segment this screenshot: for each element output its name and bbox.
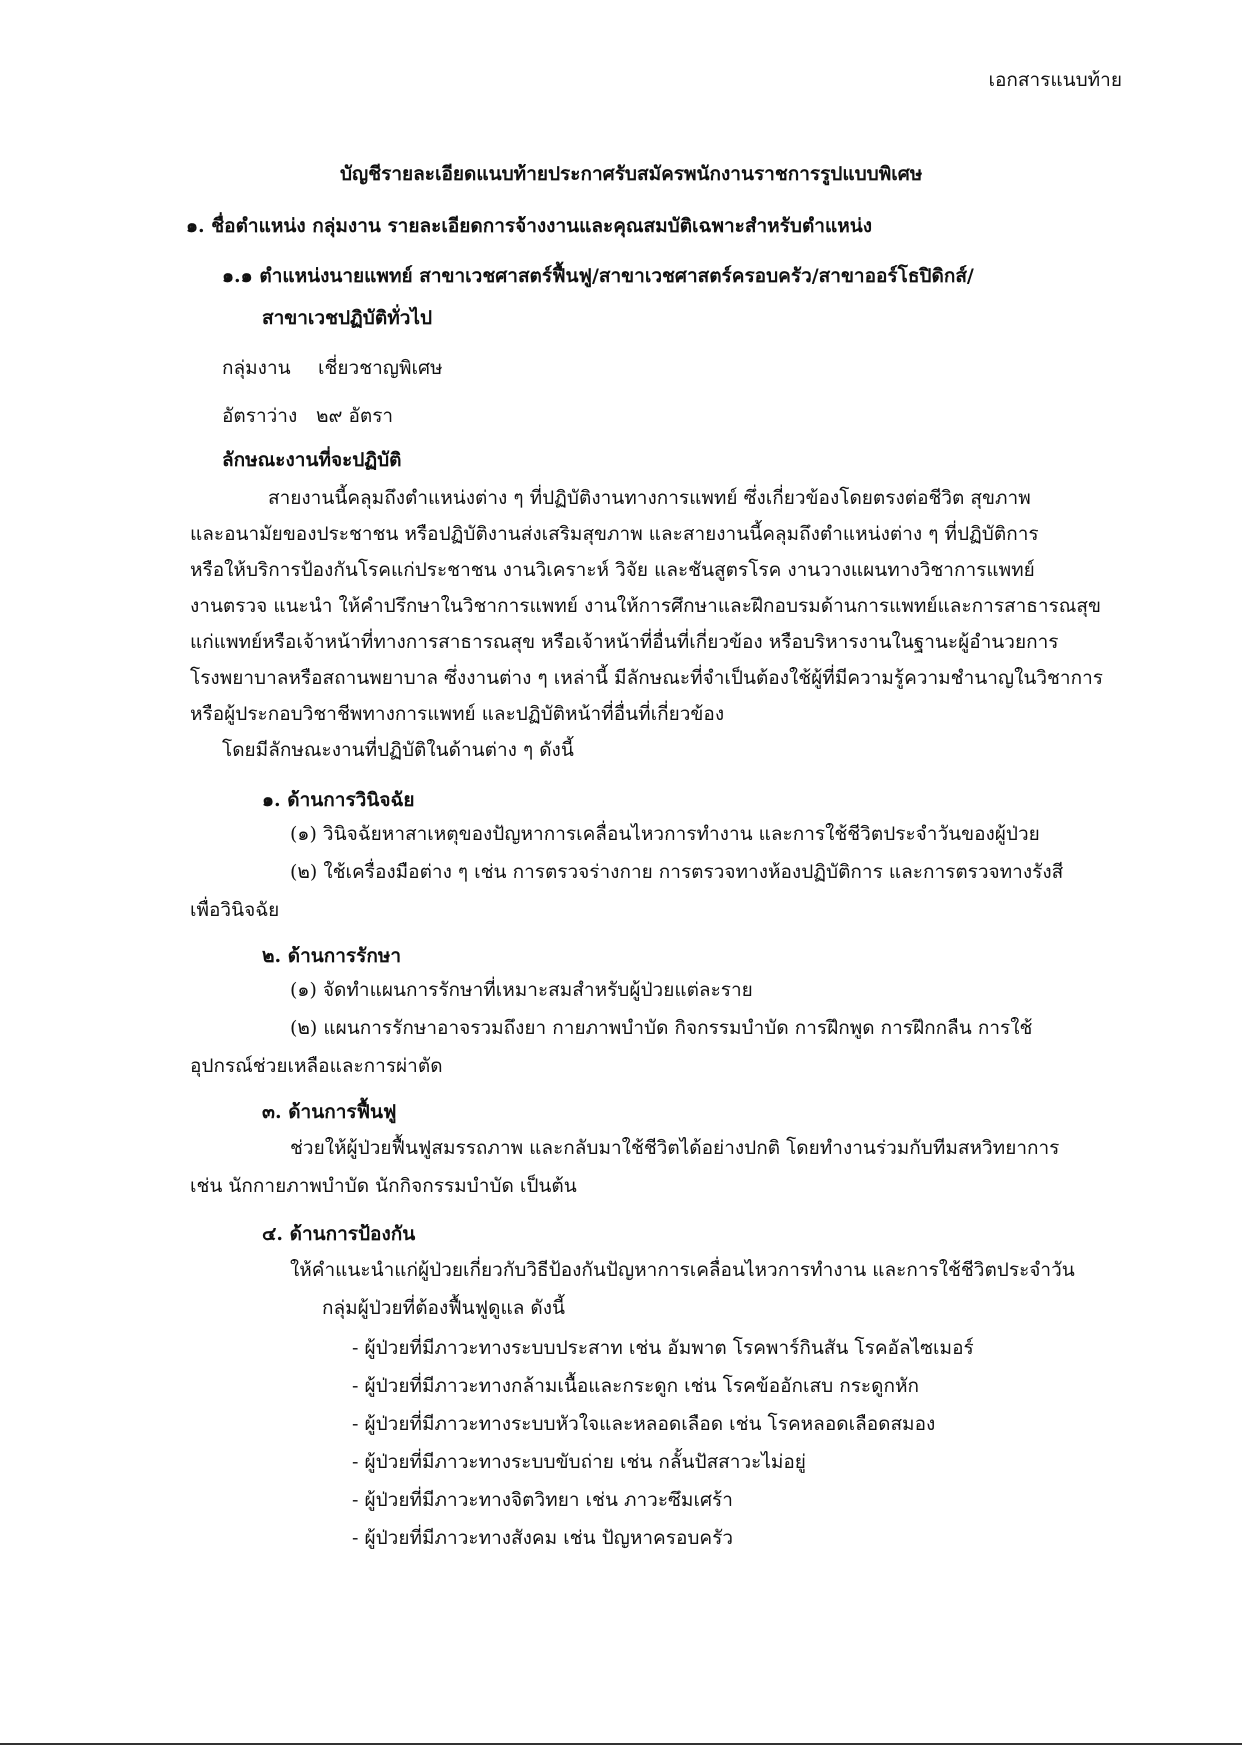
nature-paragraph-line: หรือผู้ประกอบวิชาชีพทางการแพทย์ และปฏิบัติหน้าที่อื่นที่เกี่ยวข้อง [190, 703, 725, 725]
diagnosis-item-2: (๒) ใช้เครื่องมือต่าง ๆ เช่น การตรวจร่างกาย การตรวจทางห้องปฏิบัติการ และการตรวจทางรังสี [290, 861, 1064, 883]
doc-title: บัญชีรายละเอียดแนบท้ายประกาศรับสมัครพนักงานราชการรูปแบบพิเศษ [340, 163, 923, 185]
patient-group-item: - ผู้ป่วยที่มีภาวะทางจิตวิทยา เช่น ภาวะซึมเศร้า [352, 1489, 733, 1511]
nature-intro: โดยมีลักษณะงานที่ปฏิบัติในด้านต่าง ๆ ดังนี้ [222, 739, 574, 761]
diagnosis-item-2-cont: เพื่อวินิจฉัย [190, 899, 280, 921]
nature-paragraph-line: และอนามัยของประชาชน หรือปฏิบัติงานส่งเสริมสุขภาพ และสายงานนี้คลุมถึงตำแหน่งต่าง ๆ ที่ปฏิบัติการ [190, 523, 1039, 545]
patient-group-item: - ผู้ป่วยที่มีภาวะทางกล้ามเนื้อและกระดูก เช่น โรคข้ออักเสบ กระดูกหัก [352, 1375, 919, 1397]
nature-paragraph-line: โรงพยาบาลหรือสถานพยาบาล ซึ่งงานต่าง ๆ เหล่านี้ มีลักษณะที่จำเป็นต้องใช้ผู้ที่มีความรู้ความชำนาญในวิชาการ [190, 667, 1103, 689]
vacancy-label: อัตราว่าง [222, 405, 298, 427]
diagnosis-heading: ๑. ด้านการวินิจฉัย [262, 789, 415, 811]
position-title-line1: ๑.๑ ตำแหน่งนายแพทย์ สาขาเวชศาสตร์ฟื้นฟู/สาขาเวชศาสตร์ครอบครัว/สาขาออร์โธปิดิกส์/ [222, 265, 974, 287]
section-heading: ๑. ชื่อตำแหน่ง กลุ่มงาน รายละเอียดการจ้างงานและคุณสมบัติเฉพาะสำหรับตำแหน่ง [186, 215, 872, 237]
treatment-item-2: (๒) แผนการรักษาอาจรวมถึงยา กายภาพบำบัด กิจกรรมบำบัด การฝึกพูด การฝึกกลืน การใช้ [290, 1017, 1033, 1039]
attachment-label: เอกสารแนบท้าย [988, 69, 1122, 91]
prevention-line-1: ให้คำแนะนำแก่ผู้ป่วยเกี่ยวกับวิธีป้องกันปัญหาการเคลื่อนไหวการทำงาน และการใช้ชีวิตประจำวัน [290, 1259, 1075, 1281]
vacancy-value: ๒๙ อัตรา [316, 405, 394, 427]
patient-group-item: - ผู้ป่วยที่มีภาวะทางระบบประสาท เช่น อัมพาต โรคพาร์กินสัน โรคอัลไซเมอร์ [352, 1337, 974, 1359]
position-title-line2: สาขาเวชปฏิบัติทั่วไป [262, 307, 433, 329]
rehab-line-1: ช่วยให้ผู้ป่วยฟื้นฟูสมรรถภาพ และกลับมาใช้ชีวิตได้อย่างปกติ โดยทำงานร่วมกับทีมสหวิทยาการ [290, 1137, 1060, 1159]
diagnosis-item-1: (๑) วินิจฉัยหาสาเหตุของปัญหาการเคลื่อนไหวการทำงาน และการใช้ชีวิตประจำวันของผู้ป่วย [290, 823, 1040, 845]
prevention-heading: ๔. ด้านการป้องกัน [262, 1223, 416, 1245]
rehab-line-2: เช่น นักกายภาพบำบัด นักกิจกรรมบำบัด เป็นต้น [190, 1175, 577, 1197]
group-value: เชี่ยวชาญพิเศษ [318, 357, 443, 379]
patient-group-item: - ผู้ป่วยที่มีภาวะทางสังคม เช่น ปัญหาครอบครัว [352, 1527, 734, 1549]
patient-group-item: - ผู้ป่วยที่มีภาวะทางระบบขับถ่าย เช่น กลั้นปัสสาวะไม่อยู่ [352, 1451, 806, 1473]
nature-heading: ลักษณะงานที่จะปฏิบัติ [222, 449, 402, 471]
nature-paragraph-line: หรือให้บริการป้องกันโรคแก่ประชาชน งานวิเคราะห์ วิจัย และชันสูตรโรค งานวางแผนทางวิชาการแพทย์ [190, 559, 1035, 581]
patient-group-item: - ผู้ป่วยที่มีภาวะทางระบบหัวใจและหลอดเลือด เช่น โรคหลอดเลือดสมอง [352, 1413, 936, 1435]
page-bottom-edge [0, 1743, 1242, 1745]
treatment-item-2-cont: อุปกรณ์ช่วยเหลือและการผ่าตัด [190, 1055, 443, 1077]
prevention-line-2: กลุ่มผู้ป่วยที่ต้องฟื้นฟูดูแล ดังนี้ [322, 1297, 565, 1319]
nature-paragraph-line: สายงานนี้คลุมถึงตำแหน่งต่าง ๆ ที่ปฏิบัติงานทางการแพทย์ ซึ่งเกี่ยวข้องโดยตรงต่อชีวิต สุขภาพ [268, 487, 1031, 509]
rehab-heading: ๓. ด้านการฟื้นฟู [262, 1101, 397, 1123]
treatment-heading: ๒. ด้านการรักษา [262, 945, 402, 967]
nature-paragraph-line: งานตรวจ แนะนำ ให้คำปรึกษาในวิชาการแพทย์ งานให้การศึกษาและฝึกอบรมด้านการแพทย์และการสาธารณสุข [190, 595, 1101, 617]
treatment-item-1: (๑) จัดทำแผนการรักษาที่เหมาะสมสำหรับผู้ป่วยแต่ละราย [290, 979, 753, 1001]
group-label: กลุ่มงาน [222, 357, 291, 379]
nature-paragraph-line: แก่แพทย์หรือเจ้าหน้าที่ทางการสาธารณสุข หรือเจ้าหน้าที่อื่นที่เกี่ยวข้อง หรือบริหารงานในฐานะผู้อำนวยการ [190, 631, 1059, 653]
